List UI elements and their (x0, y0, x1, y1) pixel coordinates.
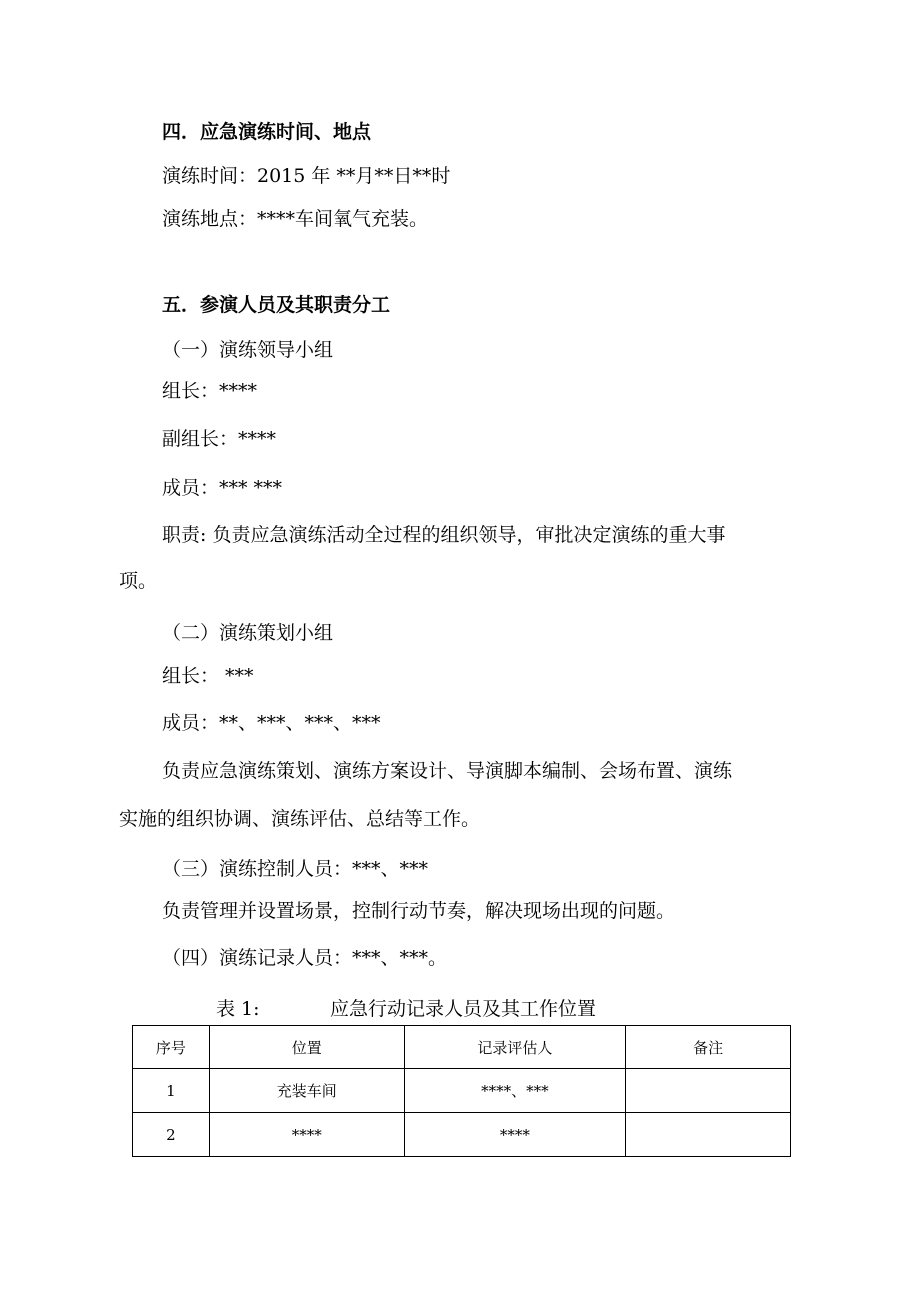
drill-time: 演练时间：2015 年 **月**日**时 (162, 165, 451, 187)
group1-leader: 组长：**** (162, 380, 258, 402)
table-row (133, 1113, 791, 1157)
drill-place: 演练地点：****车间氧气充装。 (162, 208, 429, 230)
table-header-row (133, 1026, 791, 1069)
group2-title: （二）演练策划小组 (162, 622, 334, 644)
group2-duty-line2: 实施的组织协调、演练评估、总结等工作。 (119, 808, 481, 830)
cell-position: **** (209, 1113, 404, 1157)
group2-duty-line1: 负责应急演练策划、演练方案设计、导演脚本编制、会场布置、演练 (162, 760, 733, 782)
section-5-heading: 五．参演人员及其职责分工 (162, 294, 391, 316)
group1-duty-line2: 项。 (119, 570, 158, 592)
table-caption-label: 表 1: (216, 998, 260, 1020)
group1-duty-line1: 职责: 负责应急演练活动全过程的组织领导，审批决定演练的重大事 (162, 524, 726, 546)
header-index: 序号 (133, 1026, 210, 1069)
cell-index: 2 (133, 1113, 210, 1157)
header-remark: 备注 (626, 1026, 791, 1069)
group3-duty: 负责管理并设置场景，控制行动节奏，解决现场出现的问题。 (162, 900, 676, 922)
section-4-heading: 四．应急演练时间、地点 (162, 121, 372, 143)
group3-title: （三）演练控制人员：***、*** (162, 858, 429, 880)
header-recorder: 记录评估人 (404, 1026, 626, 1069)
table-caption-title: 应急行动记录人员及其工作位置 (330, 998, 597, 1020)
group2-leader: 组长： *** (162, 665, 254, 687)
cell-index: 1 (133, 1069, 210, 1113)
group1-title: （一）演练领导小组 (162, 339, 334, 361)
cell-position: 充装车间 (209, 1069, 404, 1113)
group4-title: （四）演练记录人员：***、***。 (162, 947, 448, 969)
record-table (132, 1025, 791, 1157)
group1-deputy: 副组长：**** (162, 428, 277, 450)
cell-remark (626, 1069, 791, 1113)
table-row (133, 1069, 791, 1113)
cell-remark (626, 1113, 791, 1157)
group2-members: 成员：**、***、***、*** (162, 712, 381, 734)
group1-members: 成员：*** *** (162, 477, 283, 499)
cell-recorder: **** (404, 1113, 626, 1157)
cell-recorder: ****、*** (404, 1069, 626, 1113)
header-position: 位置 (209, 1026, 404, 1069)
